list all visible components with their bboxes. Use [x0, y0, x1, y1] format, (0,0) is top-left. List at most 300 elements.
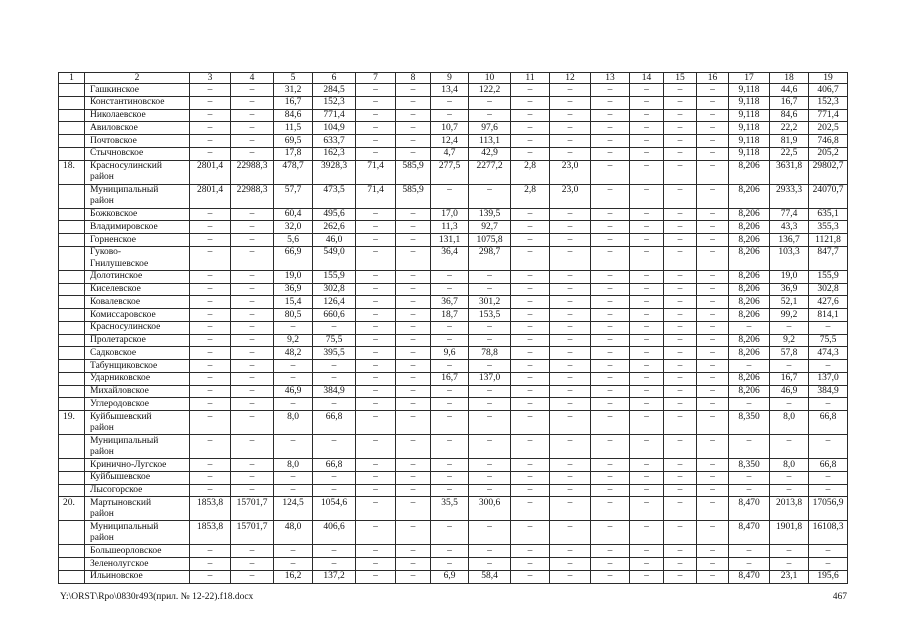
value-cell: –	[664, 435, 697, 459]
value-cell: –	[396, 321, 431, 334]
value-cell: –	[630, 360, 664, 373]
value-cell: 22988,3	[231, 160, 274, 184]
value-cell: –	[231, 309, 274, 322]
column-number-header: 1	[59, 73, 85, 84]
value-cell: –	[356, 497, 396, 521]
value-cell: 478,7	[274, 160, 313, 184]
value-cell: –	[274, 321, 313, 334]
value-cell: –	[550, 84, 591, 97]
territory-name-cell: Пролетарское	[85, 334, 190, 347]
value-cell: –	[396, 398, 431, 411]
value-cell: –	[190, 208, 231, 221]
value-cell: 11,5	[274, 122, 313, 135]
territory-name-cell: Гашкинское	[85, 84, 190, 97]
value-cell: –	[356, 334, 396, 347]
value-cell: 131,1	[431, 234, 469, 247]
value-cell: 9,118	[729, 109, 770, 122]
value-cell: –	[770, 398, 809, 411]
value-cell: –	[591, 521, 630, 545]
value-cell: –	[729, 484, 770, 497]
value-cell: –	[274, 435, 313, 459]
column-number-header: 3	[190, 73, 231, 84]
value-cell: 104,9	[313, 122, 356, 135]
value-cell: –	[511, 435, 550, 459]
value-cell: –	[664, 246, 697, 270]
territory-name-cell: Стычновское	[85, 147, 190, 160]
value-cell: 66,8	[809, 459, 848, 472]
value-cell: 22,2	[770, 122, 809, 135]
value-cell: –	[274, 372, 313, 385]
value-cell: –	[356, 147, 396, 160]
value-cell: –	[697, 184, 729, 208]
value-cell: –	[469, 471, 511, 484]
value-cell: –	[511, 135, 550, 148]
value-cell: –	[550, 459, 591, 472]
value-cell: –	[630, 521, 664, 545]
value-cell: –	[770, 360, 809, 373]
value-cell: –	[231, 84, 274, 97]
row-number-cell	[59, 360, 85, 373]
value-cell: 23,0	[550, 160, 591, 184]
value-cell: 84,6	[770, 109, 809, 122]
value-cell: –	[396, 122, 431, 135]
value-cell: –	[729, 360, 770, 373]
value-cell: 66,8	[313, 459, 356, 472]
value-cell: –	[550, 321, 591, 334]
column-number-header: 11	[511, 73, 550, 84]
value-cell: –	[664, 160, 697, 184]
value-cell: 46,9	[770, 385, 809, 398]
table-row	[59, 246, 848, 270]
value-cell: –	[356, 435, 396, 459]
value-cell: 19,0	[770, 270, 809, 283]
value-cell: –	[231, 147, 274, 160]
value-cell: –	[396, 484, 431, 497]
value-cell: –	[231, 135, 274, 148]
value-cell: –	[697, 334, 729, 347]
value-cell: 9,118	[729, 96, 770, 109]
value-cell: –	[697, 558, 729, 571]
row-number-cell	[59, 372, 85, 385]
value-cell: 29802,7	[809, 160, 848, 184]
row-number-cell	[59, 521, 85, 545]
value-cell: –	[190, 435, 231, 459]
value-cell: –	[231, 334, 274, 347]
territory-name-cell: Гуково-Гнилушевское	[85, 246, 190, 270]
value-cell: –	[356, 84, 396, 97]
value-cell: 36,9	[770, 283, 809, 296]
table-row	[59, 385, 848, 398]
value-cell: –	[231, 459, 274, 472]
value-cell: –	[630, 321, 664, 334]
table-row	[59, 296, 848, 309]
row-number-cell	[59, 122, 85, 135]
value-cell: –	[664, 558, 697, 571]
value-cell: –	[190, 459, 231, 472]
value-cell: –	[511, 411, 550, 435]
row-number-cell	[59, 84, 85, 97]
value-cell: 8,206	[729, 385, 770, 398]
value-cell: 75,5	[313, 334, 356, 347]
value-cell: –	[190, 334, 231, 347]
territory-name-cell: Садковское	[85, 347, 190, 360]
column-number-header: 10	[469, 73, 511, 84]
value-cell: –	[274, 471, 313, 484]
row-number-cell	[59, 471, 85, 484]
table-row	[59, 484, 848, 497]
value-cell: –	[630, 246, 664, 270]
table-row	[59, 372, 848, 385]
row-number-cell	[59, 484, 85, 497]
value-cell: –	[396, 471, 431, 484]
value-cell: –	[630, 372, 664, 385]
value-cell: –	[697, 309, 729, 322]
value-cell: 384,9	[313, 385, 356, 398]
table-row	[59, 521, 848, 545]
value-cell: –	[697, 283, 729, 296]
value-cell: –	[550, 270, 591, 283]
value-cell: –	[511, 283, 550, 296]
value-cell: –	[469, 558, 511, 571]
value-cell: –	[591, 208, 630, 221]
value-cell: –	[591, 570, 630, 583]
value-cell: –	[190, 545, 231, 558]
value-cell: 8,470	[729, 497, 770, 521]
value-cell: –	[550, 96, 591, 109]
value-cell: 36,9	[274, 283, 313, 296]
territory-name-cell: Зеленолугское	[85, 558, 190, 571]
column-number-header: 4	[231, 73, 274, 84]
value-cell: –	[697, 459, 729, 472]
territory-name-cell: Лысогорское	[85, 484, 190, 497]
value-cell: 8,206	[729, 347, 770, 360]
value-cell: –	[729, 471, 770, 484]
value-cell: –	[630, 398, 664, 411]
value-cell: –	[190, 558, 231, 571]
value-cell: –	[231, 372, 274, 385]
value-cell: –	[231, 122, 274, 135]
value-cell: –	[431, 321, 469, 334]
value-cell: 8,0	[770, 411, 809, 435]
value-cell: 66,8	[313, 411, 356, 435]
column-number-header: 15	[664, 73, 697, 84]
table-row	[59, 459, 848, 472]
value-cell: –	[697, 270, 729, 283]
value-cell: 2801,4	[190, 160, 231, 184]
value-cell: –	[630, 545, 664, 558]
value-cell: 635,1	[809, 208, 848, 221]
value-cell: –	[356, 570, 396, 583]
value-cell: 22,5	[770, 147, 809, 160]
value-cell: –	[511, 558, 550, 571]
territory-name-cell: Ильиновское	[85, 570, 190, 583]
value-cell: 8,206	[729, 160, 770, 184]
value-cell: –	[231, 96, 274, 109]
row-number-cell	[59, 334, 85, 347]
value-cell: 3928,3	[313, 160, 356, 184]
value-cell: 58,4	[469, 570, 511, 583]
value-cell: 6,9	[431, 570, 469, 583]
value-cell: 16,7	[770, 372, 809, 385]
row-number-cell	[59, 309, 85, 322]
value-cell: 9,2	[274, 334, 313, 347]
value-cell: –	[469, 321, 511, 334]
value-cell: –	[469, 385, 511, 398]
value-cell: –	[313, 471, 356, 484]
value-cell: –	[511, 545, 550, 558]
value-cell: 12,4	[431, 135, 469, 148]
value-cell: –	[550, 372, 591, 385]
value-cell: –	[511, 459, 550, 472]
value-cell: 473,5	[313, 184, 356, 208]
column-number-header: 5	[274, 73, 313, 84]
value-cell: –	[630, 221, 664, 234]
value-cell: –	[231, 398, 274, 411]
value-cell: –	[313, 360, 356, 373]
value-cell: 8,206	[729, 221, 770, 234]
value-cell: 8,470	[729, 570, 770, 583]
row-number-cell	[59, 184, 85, 208]
value-cell: 13,4	[431, 84, 469, 97]
value-cell: –	[591, 246, 630, 270]
table-row	[59, 570, 848, 583]
value-cell: –	[231, 385, 274, 398]
value-cell: –	[313, 435, 356, 459]
value-cell: 8,206	[729, 208, 770, 221]
column-number-header: 12	[550, 73, 591, 84]
value-cell: 9,2	[770, 334, 809, 347]
value-cell: –	[190, 246, 231, 270]
table-row	[59, 471, 848, 484]
value-cell: –	[396, 84, 431, 97]
value-cell: –	[809, 360, 848, 373]
value-cell: –	[697, 398, 729, 411]
value-cell: –	[511, 334, 550, 347]
territory-name-cell: Комиссаровское	[85, 309, 190, 322]
value-cell: –	[356, 545, 396, 558]
value-cell: –	[274, 360, 313, 373]
value-cell: 36,4	[431, 246, 469, 270]
value-cell: 16,7	[274, 96, 313, 109]
value-cell: 137,0	[469, 372, 511, 385]
value-cell: 8,0	[274, 459, 313, 472]
value-cell: 84,6	[274, 109, 313, 122]
value-cell: 46,9	[274, 385, 313, 398]
value-cell: 16,7	[770, 96, 809, 109]
value-cell: –	[591, 309, 630, 322]
value-cell: –	[396, 221, 431, 234]
value-cell: –	[697, 109, 729, 122]
value-cell: –	[591, 122, 630, 135]
value-cell: –	[770, 545, 809, 558]
value-cell: –	[630, 309, 664, 322]
value-cell: –	[591, 270, 630, 283]
value-cell: –	[511, 122, 550, 135]
value-cell: –	[550, 283, 591, 296]
value-cell: –	[770, 471, 809, 484]
value-cell: –	[550, 545, 591, 558]
value-cell: 406,7	[809, 84, 848, 97]
column-number-header: 8	[396, 73, 431, 84]
value-cell: –	[630, 184, 664, 208]
value-cell: –	[231, 283, 274, 296]
value-cell: –	[697, 147, 729, 160]
value-cell: –	[431, 109, 469, 122]
value-cell: –	[664, 309, 697, 322]
value-cell: –	[511, 109, 550, 122]
value-cell: –	[550, 147, 591, 160]
value-cell: –	[664, 570, 697, 583]
value-cell: –	[190, 347, 231, 360]
value-cell: –	[511, 321, 550, 334]
value-cell: –	[356, 521, 396, 545]
value-cell: 9,6	[431, 347, 469, 360]
value-cell: –	[697, 570, 729, 583]
value-cell: –	[630, 411, 664, 435]
value-cell: 32,0	[274, 221, 313, 234]
table-row	[59, 208, 848, 221]
value-cell: –	[591, 497, 630, 521]
value-cell: –	[630, 570, 664, 583]
value-cell: 5,6	[274, 234, 313, 247]
value-cell: –	[550, 296, 591, 309]
row-number-cell	[59, 270, 85, 283]
value-cell: –	[697, 96, 729, 109]
table-header	[59, 73, 848, 84]
value-cell: –	[550, 221, 591, 234]
value-cell: –	[664, 135, 697, 148]
value-cell: –	[697, 246, 729, 270]
value-cell: –	[550, 558, 591, 571]
value-cell: –	[664, 497, 697, 521]
row-number-cell: 18.	[59, 160, 85, 184]
value-cell: –	[664, 283, 697, 296]
value-cell: 284,5	[313, 84, 356, 97]
value-cell: –	[231, 347, 274, 360]
value-cell: –	[231, 221, 274, 234]
value-cell: –	[396, 147, 431, 160]
value-cell: –	[356, 221, 396, 234]
value-cell: –	[591, 221, 630, 234]
value-cell: –	[231, 558, 274, 571]
table-row	[59, 122, 848, 135]
value-cell: –	[511, 270, 550, 283]
value-cell: –	[664, 372, 697, 385]
value-cell: 8,350	[729, 459, 770, 472]
value-cell: –	[190, 398, 231, 411]
value-cell: –	[591, 334, 630, 347]
value-cell: 15,4	[274, 296, 313, 309]
value-cell: –	[697, 471, 729, 484]
value-cell: –	[664, 122, 697, 135]
value-cell: –	[664, 109, 697, 122]
value-cell: 66,8	[809, 411, 848, 435]
value-cell: 78,8	[469, 347, 511, 360]
column-number-header: 17	[729, 73, 770, 84]
table-row	[59, 270, 848, 283]
value-cell: –	[274, 545, 313, 558]
value-cell: –	[356, 309, 396, 322]
value-cell: 302,8	[313, 283, 356, 296]
value-cell: 2,8	[511, 184, 550, 208]
table-row	[59, 321, 848, 334]
value-cell: 31,2	[274, 84, 313, 97]
value-cell: –	[591, 184, 630, 208]
value-cell: –	[396, 309, 431, 322]
value-cell: 8,206	[729, 283, 770, 296]
value-cell: –	[431, 184, 469, 208]
value-cell: –	[356, 283, 396, 296]
territory-name-cell: Табунщиковское	[85, 360, 190, 373]
value-cell: 24070,7	[809, 184, 848, 208]
value-cell: 17056,9	[809, 497, 848, 521]
value-cell: –	[550, 347, 591, 360]
territory-name-cell: Божковское	[85, 208, 190, 221]
value-cell: 155,9	[313, 270, 356, 283]
value-cell: –	[664, 360, 697, 373]
value-cell: –	[770, 435, 809, 459]
value-cell: –	[190, 570, 231, 583]
value-cell: –	[511, 497, 550, 521]
territory-name-cell: Почтовское	[85, 135, 190, 148]
value-cell: 427,6	[809, 296, 848, 309]
value-cell: –	[274, 398, 313, 411]
territory-name-cell: Углеродовское	[85, 398, 190, 411]
value-cell: –	[190, 122, 231, 135]
value-cell: –	[591, 234, 630, 247]
territory-name-cell: Мартыновский район	[85, 497, 190, 521]
row-number-cell: 19.	[59, 411, 85, 435]
table-row	[59, 398, 848, 411]
value-cell: –	[469, 360, 511, 373]
value-cell: –	[469, 435, 511, 459]
value-cell: –	[356, 270, 396, 283]
value-cell: 22988,3	[231, 184, 274, 208]
value-cell: 152,3	[313, 96, 356, 109]
value-cell: 69,5	[274, 135, 313, 148]
value-cell: –	[396, 372, 431, 385]
row-number-cell	[59, 283, 85, 296]
value-cell: –	[697, 435, 729, 459]
value-cell: –	[469, 270, 511, 283]
territory-name-cell: Большеорловское	[85, 545, 190, 558]
value-cell: –	[431, 471, 469, 484]
value-cell: –	[190, 221, 231, 234]
value-cell: –	[591, 435, 630, 459]
value-cell: –	[630, 270, 664, 283]
value-cell: –	[511, 360, 550, 373]
value-cell: –	[664, 521, 697, 545]
value-cell: –	[550, 109, 591, 122]
value-cell: –	[431, 545, 469, 558]
value-cell: –	[274, 558, 313, 571]
value-cell: –	[190, 385, 231, 398]
value-cell: 136,7	[770, 234, 809, 247]
value-cell: 1853,8	[190, 521, 231, 545]
value-cell: –	[550, 208, 591, 221]
value-cell: –	[591, 84, 630, 97]
value-cell: –	[630, 558, 664, 571]
value-cell: –	[664, 411, 697, 435]
value-cell: –	[630, 109, 664, 122]
value-cell: –	[356, 411, 396, 435]
value-cell: –	[591, 109, 630, 122]
column-number-header: 18	[770, 73, 809, 84]
value-cell: –	[356, 296, 396, 309]
value-cell: –	[396, 459, 431, 472]
value-cell: –	[396, 135, 431, 148]
value-cell: –	[697, 360, 729, 373]
